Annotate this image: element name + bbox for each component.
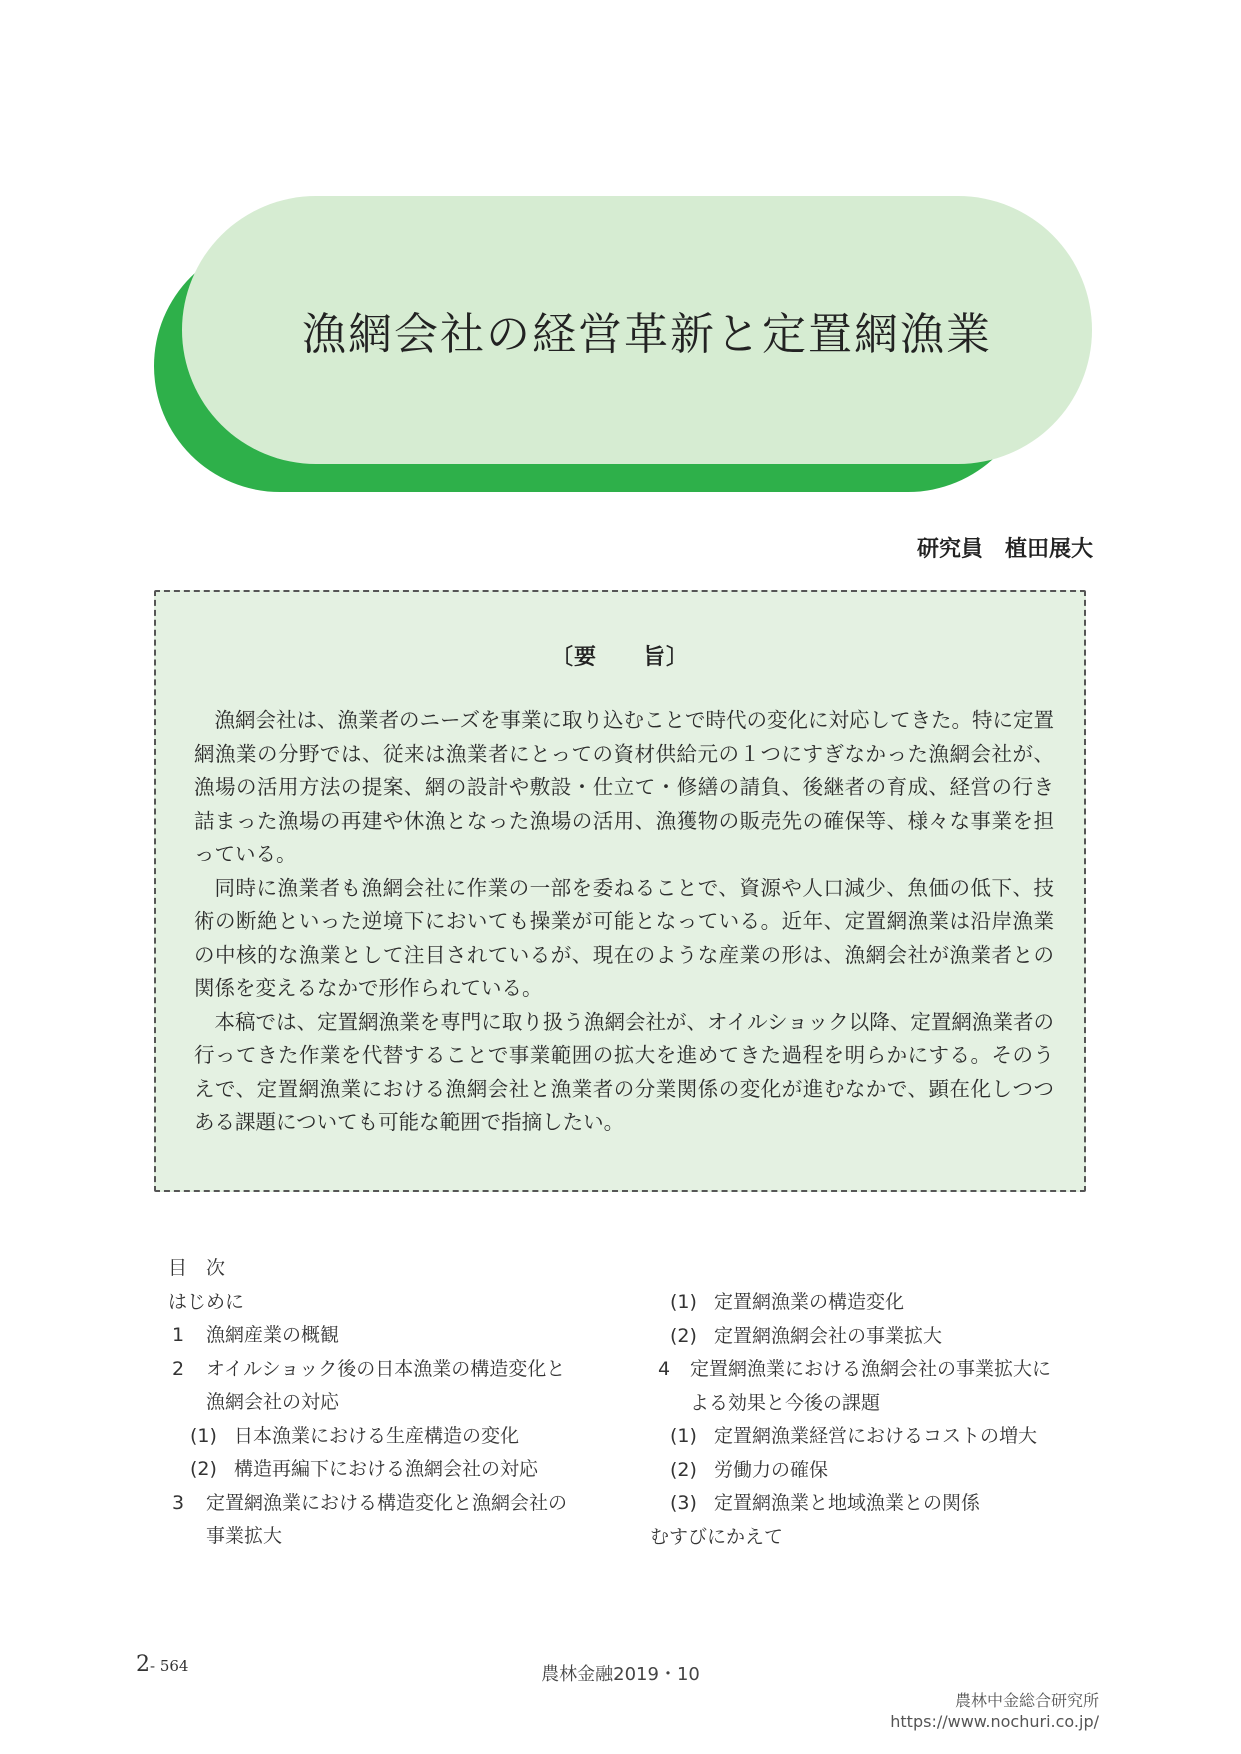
toc-item-text: 労働力の確保 bbox=[714, 1458, 829, 1481]
article-title: 漁網会社の経営革新と定置網漁業 bbox=[302, 309, 992, 360]
toc-item-text: 日本漁業における生産構造の変化 bbox=[234, 1424, 520, 1447]
toc-item-text: 漁網産業の概観 bbox=[206, 1324, 340, 1346]
toc-item-number: 3 bbox=[172, 1491, 185, 1514]
toc-item-number: (1) bbox=[190, 1424, 217, 1447]
toc-left-column bbox=[168, 1252, 598, 1554]
abstract-paragraph: 同時に漁業者も漁網会社に作業の一部を委ねることで、資源や人口減少、魚価の低下、技術の断絶といった逆境下においても操業が可能となっている。近年、定置網漁業は沿岸漁業の中核的な漁業として注目されているが、現在のような産業の形は、漁網会社が漁業者との関係を変えるなかで形作られている。 bbox=[194, 875, 1054, 1000]
toc-item-text: 定置網漁網会社の事業拡大 bbox=[714, 1324, 943, 1347]
toc-item bbox=[650, 1286, 1090, 1320]
footer-url: https://www.nochuri.co.jp/ bbox=[890, 1712, 1099, 1731]
toc-item bbox=[650, 1353, 1090, 1387]
toc-item-number: 1 bbox=[172, 1324, 185, 1346]
toc-item-text: むすびにかえて bbox=[650, 1525, 784, 1548]
footer-organization: 農林中金総合研究所 bbox=[954, 1691, 1099, 1710]
toc-item-number: (2) bbox=[670, 1324, 697, 1347]
toc-item bbox=[168, 1453, 598, 1487]
abstract-paragraph: 本稿では、定置網漁業を専門に取り扱う漁網会社が、オイルショック以降、定置網漁業者の行ってきた作業を代替することで事業範囲の拡大を進めてきた過程を明らかにする。そのうえで、定置網漁業における漁網会社と漁業者の分業関係の変化が進むなかで、顕在化しつつある課題についても可能な範囲で指摘したい。 bbox=[194, 1009, 1054, 1134]
title-banner bbox=[182, 196, 1092, 464]
toc-item-number: 4 bbox=[658, 1358, 671, 1380]
abstract-paragraph: 漁網会社は、漁業者のニーズを事業に取り込むことで時代の変化に対応してきた。特に定置網漁業の分野では、従来は漁業者にとっての資材供給元の１つにすぎなかった漁網会社が、漁場の活用方法の提案、網の設計や敷設・仕立て・修繕の請負、後継者の育成、経営の行き詰まった漁場の再建や休漁となった漁場の活用、漁獲物の販売先の確保等、様々な事業を担っている。 bbox=[194, 708, 1054, 866]
toc-item-continuation: 漁網会社の対応 bbox=[206, 1391, 340, 1413]
abstract-body bbox=[194, 704, 1054, 1140]
toc-item bbox=[168, 1319, 598, 1353]
toc-item-text: 定置網漁業と地域漁業との関係 bbox=[714, 1492, 981, 1514]
toc-item bbox=[650, 1454, 1090, 1488]
toc-item-number: (1) bbox=[670, 1291, 697, 1313]
toc-item bbox=[168, 1286, 598, 1320]
toc-item-continuation: よる効果と今後の課題 bbox=[690, 1391, 881, 1414]
toc-item-number: (2) bbox=[670, 1458, 697, 1481]
toc-item-number: (1) bbox=[670, 1425, 697, 1447]
toc-item-continuation: 事業拡大 bbox=[206, 1525, 283, 1547]
toc-item bbox=[168, 1487, 598, 1521]
toc-heading-row bbox=[168, 1252, 598, 1286]
toc-right-column bbox=[650, 1286, 1090, 1554]
toc-item bbox=[168, 1353, 598, 1387]
toc-heading: 目 次 bbox=[168, 1257, 226, 1279]
abstract-heading: 〔要 旨〕 bbox=[550, 645, 689, 670]
toc-item bbox=[650, 1521, 1090, 1555]
toc-item-text: 定置網漁業の構造変化 bbox=[714, 1291, 905, 1313]
author-line: 研究員 植田展大 bbox=[916, 537, 1093, 562]
toc-item bbox=[650, 1420, 1090, 1454]
toc-item bbox=[168, 1420, 598, 1454]
toc-item-number: (2) bbox=[190, 1458, 217, 1480]
toc-item bbox=[650, 1320, 1090, 1354]
toc-item bbox=[650, 1487, 1090, 1521]
toc-item-text: 定置網漁業における漁網会社の事業拡大に bbox=[690, 1358, 1052, 1380]
toc-item-text: オイルショック後の日本漁業の構造変化と bbox=[206, 1357, 566, 1380]
abstract-box bbox=[154, 590, 1086, 1192]
page-number-minor: - 564 bbox=[150, 1657, 189, 1675]
toc-item-number: 2 bbox=[172, 1357, 185, 1380]
toc-item-text: はじめに bbox=[168, 1290, 245, 1313]
page-number-major: 2 bbox=[136, 1652, 150, 1677]
toc-item-text: 構造再編下における漁網会社の対応 bbox=[234, 1458, 539, 1480]
toc-item-text: 定置網漁業経営におけるコストの増大 bbox=[714, 1425, 1038, 1447]
toc-item-text: 定置網漁業における構造変化と漁網会社の bbox=[206, 1491, 568, 1514]
toc-item-number: (3) bbox=[670, 1492, 697, 1514]
journal-footer: 農林金融2019・10 bbox=[541, 1664, 700, 1685]
